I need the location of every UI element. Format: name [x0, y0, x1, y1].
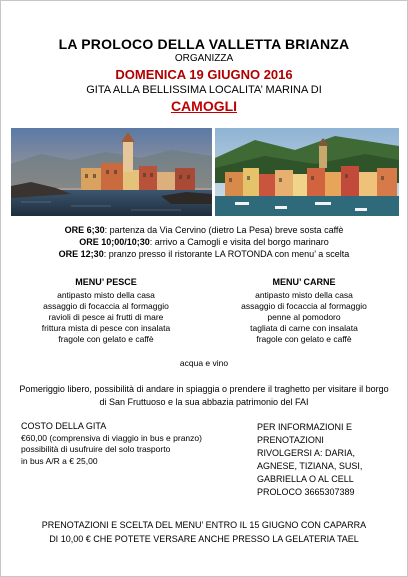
schedule-time: ORE 12;30	[58, 249, 104, 259]
afternoon-info: Pomeriggio libero, possibilità di andare in spiaggia o prendere il traghetto per visitare il borgo di San Fruttuoso e la sua abbazia patrimonio del FAI	[19, 384, 389, 407]
info-line: RIVOLGERSI A: DARIA,	[257, 448, 356, 458]
schedule-time: ORE 10;00/10;30	[79, 237, 150, 247]
trip-description: GITA ALLA BELLISSIMA LOCALITA’ MARINA DI	[86, 84, 322, 96]
cost-line: €60,00 (comprensiva di viaggio in bus e pranzo)	[21, 432, 202, 443]
contact-info	[257, 421, 397, 499]
info-line: PROLOCO 3665307389	[257, 487, 355, 497]
menu-item: fragole con gelato e caffè	[58, 334, 154, 344]
schedule-row	[11, 224, 397, 236]
menu-item: penne al pomodoro	[267, 312, 341, 322]
schedule-text: : pranzo presso il ristorante LA ROTONDA con menu’ a scelta	[103, 249, 350, 259]
schedule	[11, 224, 397, 260]
menu-item: fragole con gelato e caffè	[256, 334, 352, 344]
cost-section	[21, 421, 241, 467]
destination-name: CAMOGLI	[170, 98, 238, 114]
drinks-note: acqua e vino	[179, 358, 229, 368]
info-line: AGNESE, TIZIANA, SUSI,	[257, 461, 363, 471]
menu-carne-title: MENU’ CARNE	[272, 277, 336, 287]
destination-title	[1, 98, 407, 114]
event-date: DOMENICA 19 GIUGNO 2016	[115, 67, 293, 82]
info-line: GABRIELLA O AL CELL	[257, 474, 354, 484]
harbor-photo-illustration	[11, 128, 212, 216]
cost-title: COSTO DELLA GITA	[21, 421, 107, 431]
menu-item: frittura mista di pesce con insalata	[41, 323, 171, 333]
schedule-row	[11, 236, 397, 248]
footer-line: PRENOTAZIONI E SCELTA DEL MENU’ ENTRO IL 15 GIUGNO CON CAPARRA	[41, 520, 367, 530]
header-title: LA PROLOCO DELLA VALLETTA BRIANZA	[58, 36, 350, 52]
booking-footer	[11, 518, 397, 546]
menu-pesce-title: MENU’ PESCE	[75, 277, 137, 287]
camogli-waterfront-photo	[215, 128, 399, 216]
info-line: PER INFORMAZIONI E	[257, 422, 353, 432]
cost-line: in bus A/R a € 25,00	[21, 455, 98, 466]
schedule-text: : partenza da Via Cervino (dietro La Pesa) breve sosta caffè	[104, 225, 344, 235]
menu-item: assaggio di focaccia al formaggio	[43, 301, 169, 311]
footer-line: DI 10,00 € CHE POTETE VERSARE ANCHE PRESSO LA GELATERIA TAEL	[49, 534, 359, 544]
schedule-row	[11, 248, 397, 260]
menu-item: antipasto misto della casa	[255, 290, 353, 300]
schedule-time: ORE 6;30	[64, 225, 105, 235]
menu-pesce	[11, 277, 201, 345]
menu-item: tagliata di carne con insalata	[250, 323, 358, 333]
header-organizza: ORGANIZZA	[174, 53, 234, 64]
menu-item: antipasto misto della casa	[57, 290, 155, 300]
camogli-harbor-photo	[11, 128, 212, 216]
menus-section	[11, 277, 397, 367]
menu-item: assaggio di focaccia al formaggio	[241, 301, 367, 311]
schedule-text: : arrivo a Camogli e visita del borgo marinaro	[149, 237, 329, 247]
info-line: PRENOTAZIONI	[257, 435, 324, 445]
menu-carne	[209, 277, 399, 345]
cost-line: possibilità di usufruire del solo trasporto	[21, 444, 171, 454]
menu-item: ravioli di pesce ai frutti di mare	[48, 312, 164, 322]
waterfront-photo-illustration	[215, 128, 399, 216]
